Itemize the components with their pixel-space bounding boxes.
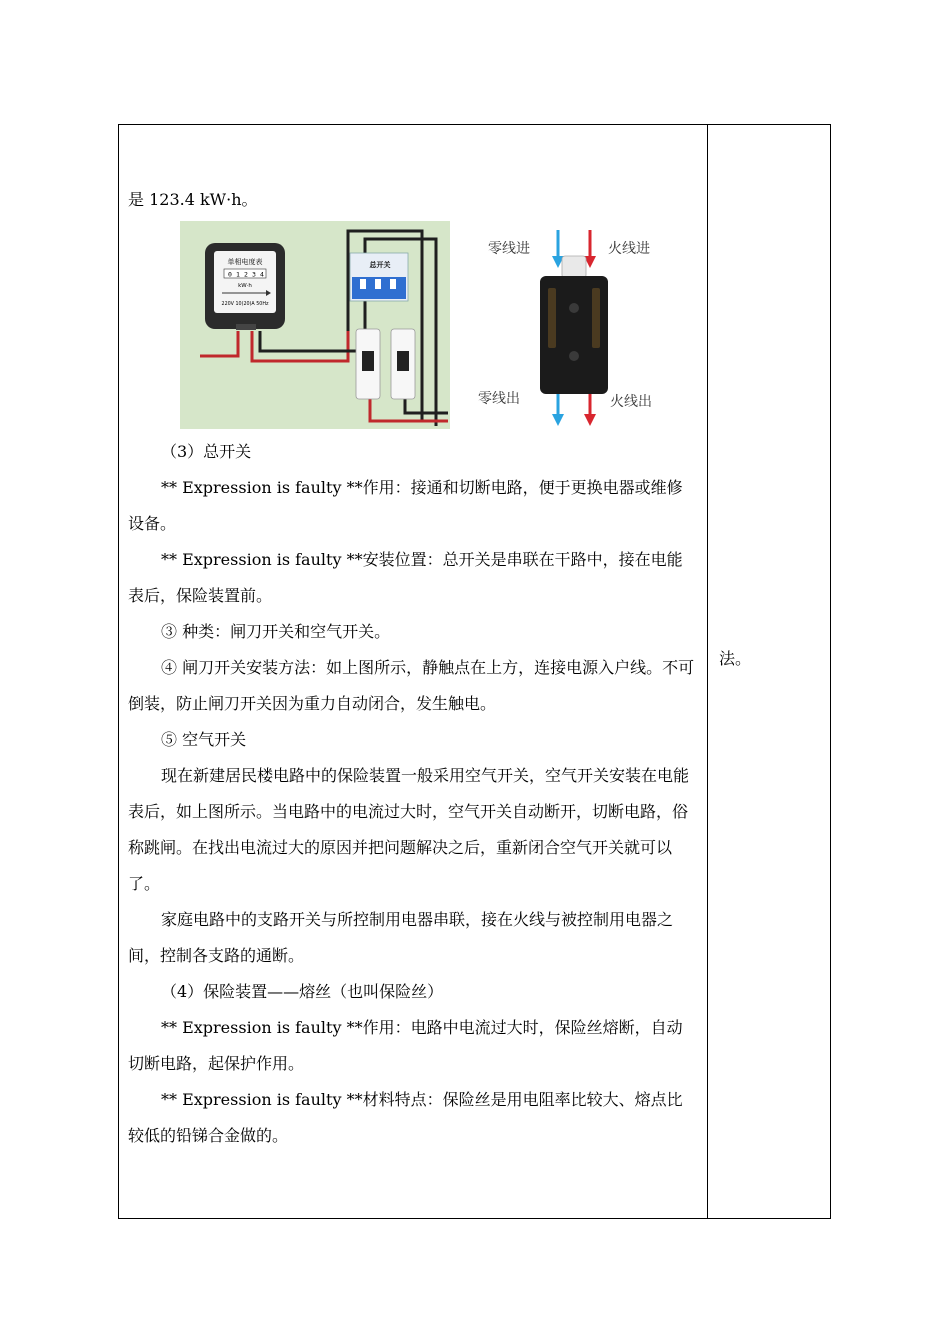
circuit-figure xyxy=(128,218,698,434)
knife-switch-diagram xyxy=(478,228,678,428)
meter-spec: 220V 10(20)A 50Hz xyxy=(221,302,269,307)
meter-unit: kW·h xyxy=(238,283,252,289)
neutral-out-arrow-icon xyxy=(552,394,564,426)
branch-breaker-2 xyxy=(391,329,415,399)
label-neutral-in: 零线进 xyxy=(488,241,530,257)
side-note: 法。 xyxy=(719,649,752,668)
knife-switch-body xyxy=(540,256,608,394)
meter-digit-0: 0 xyxy=(228,270,232,279)
meter-switch-diagram xyxy=(180,221,450,429)
paragraph-install: ④ 闸刀开关安装方法：如上图所示，静触点在上方，连接电源入户线。不可倒装，防止闸刀开关因为重力自动闭合，发生触电。 xyxy=(128,658,695,713)
meter-digit-1: 1 xyxy=(236,270,240,279)
label-live-in: 火线进 xyxy=(608,241,650,257)
paragraph-position: ** Expression is faulty **安装位置：总开关是串联在干路中，接在电能表后，保险装置前。 xyxy=(128,550,683,605)
paragraph-fuse-function: ** Expression is faulty **作用：电路中电流过大时，保险丝熔断，自动切断电路，起保护作用。 xyxy=(128,1018,683,1073)
label-live-out: 火线出 xyxy=(610,394,652,410)
column-divider xyxy=(707,124,708,1219)
heading-main-switch: （3）总开关 xyxy=(161,442,252,461)
paragraph-branch-switch: 家庭电路中的支路开关与所控制用电器串联，接在火线与被控制用电器之间，控制各支路的通断。 xyxy=(128,910,674,965)
paragraph-function: ** Expression is faulty **作用：接通和切断电路，便于更换电器或维修设备。 xyxy=(128,478,683,533)
main-content xyxy=(128,182,698,1154)
branch-breaker-1 xyxy=(356,329,380,399)
intro-line: 是 123.4 kW·h。 xyxy=(128,190,258,209)
meter-digit-3: 3 xyxy=(252,270,256,279)
meter-digit-2: 2 xyxy=(244,270,248,279)
main-switch-label: 总开关 xyxy=(369,261,391,269)
meter-digit-4: 4 xyxy=(260,270,264,279)
heading-air-switch: ⑤ 空气开关 xyxy=(161,730,247,749)
paragraph-air-switch: 现在新建居民楼电路中的保险装置一般采用空气开关，空气开关安装在电能表后，如上图所示。当电路中的电流过大时，空气开关自动断开，切断电路，俗称跳闸。在找出电流过大的原因并把问题解决之后，重新闭合空气开关就可以了。 xyxy=(128,766,690,893)
label-neutral-out: 零线出 xyxy=(478,391,520,407)
paragraph-types: ③ 种类：闸刀开关和空气开关。 xyxy=(161,622,391,641)
heading-fuse: （4）保险装置——熔丝（也叫保险丝） xyxy=(161,982,444,1001)
paragraph-fuse-material: ** Expression is faulty **材料特点：保险丝是用电阻率比较大、熔点比较低的铅锑合金做的。 xyxy=(128,1090,683,1145)
live-out-arrow-icon xyxy=(584,394,596,426)
meter-title: 单相电度表 xyxy=(227,258,263,266)
